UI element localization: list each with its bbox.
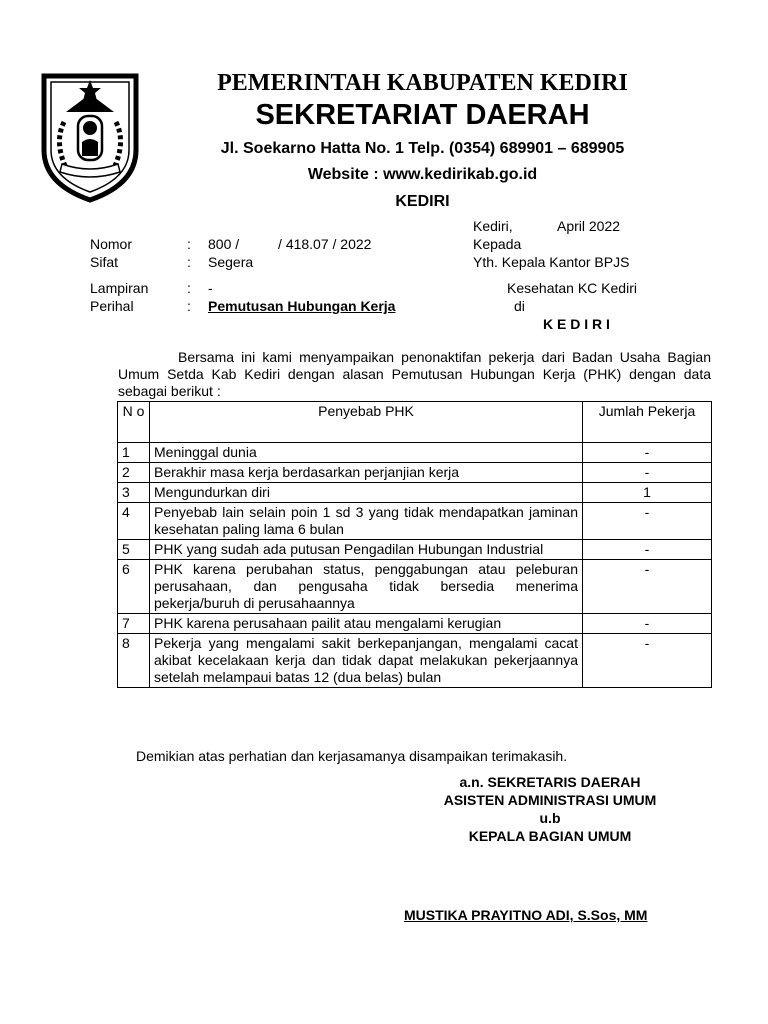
row-no: 3 bbox=[118, 483, 150, 503]
row-count: 1 bbox=[583, 483, 712, 503]
row-no: 1 bbox=[118, 443, 150, 463]
lampiran-value: - bbox=[208, 280, 213, 296]
intro-paragraph bbox=[118, 349, 711, 400]
signer-name: MUSTIKA PRAYITNO ADI, S.Sos, MM bbox=[404, 907, 648, 923]
row-cause: PHK karena perusahaan pailit atau mengalami kerugian bbox=[150, 614, 583, 634]
phk-table bbox=[117, 401, 712, 688]
row-cause: Mengundurkan diri bbox=[150, 483, 583, 503]
recipient-line2: Kesehatan KC Kediri bbox=[507, 280, 637, 296]
signature-line2: ASISTEN ADMINISTRASI UMUM bbox=[443, 792, 657, 808]
row-no: 4 bbox=[118, 503, 150, 540]
nomor-sep: : bbox=[187, 236, 191, 252]
recipient-city: K E D I R I bbox=[543, 316, 610, 332]
table-row bbox=[118, 540, 712, 560]
sifat-value: Segera bbox=[208, 254, 254, 270]
letter-date: April 2022 bbox=[557, 218, 621, 234]
recipient-di: di bbox=[514, 298, 525, 314]
row-no: 5 bbox=[118, 540, 150, 560]
kabupaten-kediri-emblem-icon bbox=[40, 72, 140, 204]
signature-block bbox=[390, 773, 710, 845]
letterhead-government: PEMERINTAH KABUPATEN KEDIRI bbox=[217, 70, 628, 96]
header-no: N o bbox=[118, 402, 150, 443]
recipient-line1: Yth. Kepala Kantor BPJS bbox=[473, 254, 630, 270]
perihal-sep: : bbox=[187, 298, 191, 314]
signature-line1: a.n. SEKRETARIS DAERAH bbox=[459, 774, 641, 790]
row-cause: Pekerja yang mengalami sakit berkepanjangan, mengalami cacat akibat kecelakaan kerja dan tidak dapat melakukan pekerjaannya setelah melampaui batas 12 (dua belas) bulan bbox=[150, 634, 583, 688]
closing-text: Demikian atas perhatian dan kerjasamanya disampaikan terimakasih. bbox=[136, 748, 568, 764]
signature-line4: KEPALA BAGIAN UMUM bbox=[468, 828, 632, 844]
perihal-label: Perihal bbox=[90, 298, 134, 314]
row-count: - bbox=[583, 503, 712, 540]
row-cause: Berakhir masa kerja berdasarkan perjanjian kerja bbox=[150, 463, 583, 483]
row-count: - bbox=[583, 560, 712, 614]
letterhead-city: KEDIRI bbox=[395, 193, 450, 210]
table-row bbox=[118, 483, 712, 503]
header-cause: Penyebab PHK bbox=[150, 402, 583, 443]
table-row bbox=[118, 634, 712, 688]
row-count: - bbox=[583, 614, 712, 634]
row-no: 2 bbox=[118, 463, 150, 483]
row-no: 7 bbox=[118, 614, 150, 634]
header-count: Jumlah Pekerja bbox=[583, 402, 712, 443]
lampiran-sep: : bbox=[187, 280, 191, 296]
date-city: Kediri, bbox=[473, 218, 513, 234]
row-cause: Meninggal dunia bbox=[150, 443, 583, 463]
table-row bbox=[118, 614, 712, 634]
row-no: 6 bbox=[118, 560, 150, 614]
sifat-label: Sifat bbox=[90, 254, 119, 270]
intro-text: Bersama ini kami menyampaikan penonaktifan pekerja dari Badan Usaha Bagian Umum Setda Kab Kediri dengan alasan Pemutusan Hubungan Kerja (PHK) dengan data sebagai berikut : bbox=[118, 349, 711, 399]
nomor-label: Nomor bbox=[90, 236, 133, 252]
row-cause: PHK yang sudah ada putusan Pengadilan Hubungan Industrial bbox=[150, 540, 583, 560]
row-no: 8 bbox=[118, 634, 150, 688]
table-row bbox=[118, 463, 712, 483]
table-row bbox=[118, 503, 712, 540]
nomor-value: 800 / / 418.07 / 2022 bbox=[208, 236, 372, 252]
table-row bbox=[118, 443, 712, 463]
signature-line3: u.b bbox=[539, 810, 561, 826]
row-count: - bbox=[583, 443, 712, 463]
letterhead-address: Jl. Soekarno Hatta No. 1 Telp. (0354) 689901 – 689905 bbox=[220, 140, 625, 157]
perihal-value: Pemutusan Hubungan Kerja bbox=[208, 298, 396, 314]
letterhead-website: Website : www.kedirikab.go.id bbox=[307, 166, 538, 183]
row-count: - bbox=[583, 634, 712, 688]
table-row bbox=[118, 560, 712, 614]
letterhead-office: SEKRETARIAT DAERAH bbox=[255, 99, 590, 131]
row-cause: Penyebab lain selain poin 1 sd 3 yang tidak mendapatkan jaminan kesehatan paling lama 6 bulan bbox=[150, 503, 583, 540]
kepada-label: Kepada bbox=[473, 236, 522, 252]
row-count: - bbox=[583, 540, 712, 560]
row-cause: PHK karena perubahan status, penggabungan atau peleburan perusahaan, dan pengusaha tidak bersedia menerima pekerja/buruh di perusahaannya bbox=[150, 560, 583, 614]
table-header-row bbox=[118, 402, 712, 443]
lampiran-label: Lampiran bbox=[90, 280, 149, 296]
sifat-sep: : bbox=[187, 254, 191, 270]
row-count: - bbox=[583, 463, 712, 483]
